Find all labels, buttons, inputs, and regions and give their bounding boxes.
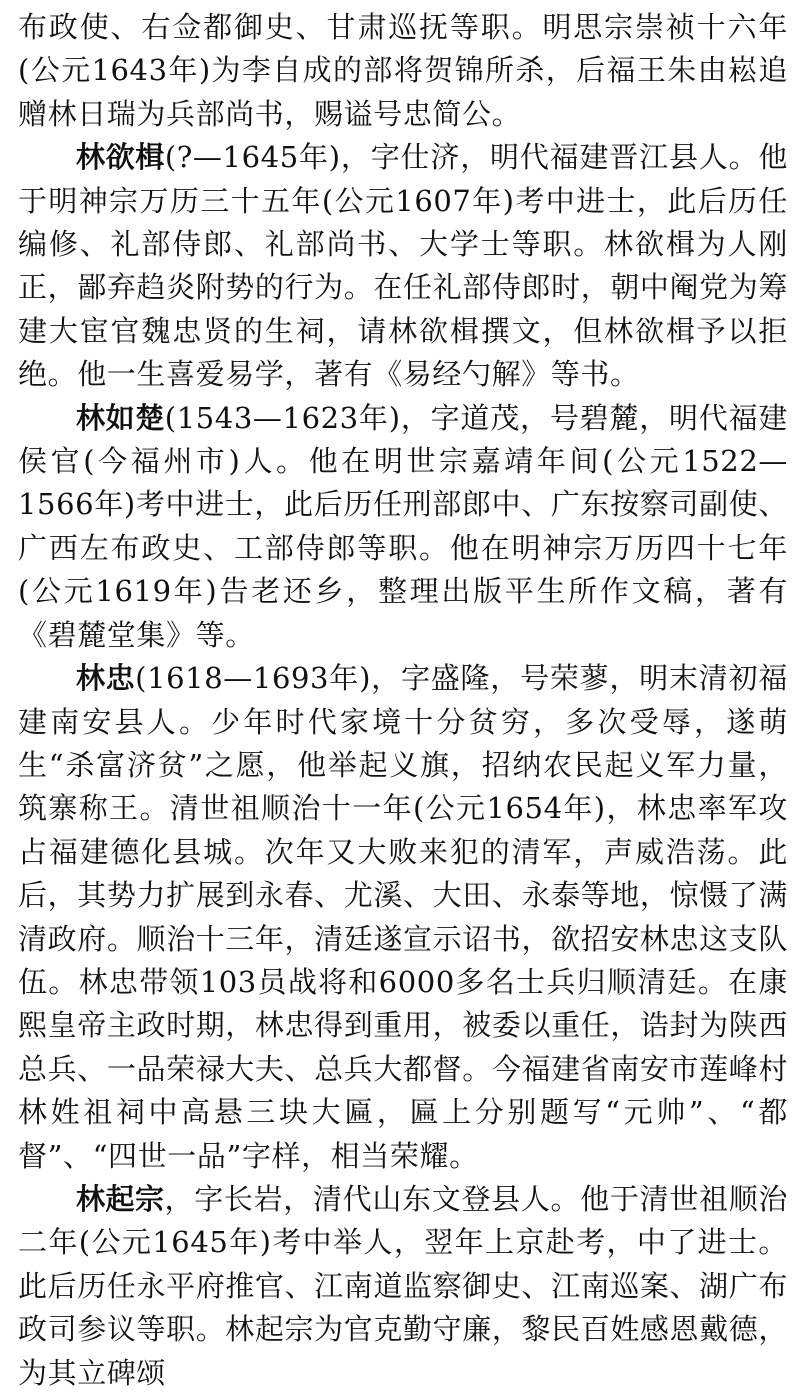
- paragraph-lin-qizong: [18, 1178, 788, 1395]
- person-name: 林如楚: [76, 400, 165, 435]
- paragraph-lin-zhong: [18, 657, 788, 1178]
- paragraph-text: ，字长岩，清代山东文登县人。他于清世祖顺治二年(公元1645年)考中举人，翌年上京赴考，中了进士。此后历任永平府推官、江南道监察御史、江南巡案、湖广布政司参议等职。林起宗为官克勤守廉，黎民百姓感恩戴德，为其立碑颂: [18, 1181, 789, 1390]
- paragraph-text: (1543—1623年)，字道茂，号碧麓，明代福建侯官(今福州市)人。他在明世宗嘉靖年间(公元1522—1566年)考中进士，此后历任刑部郎中、广东按察司副使、广西左布政史、工部侍郎等职。他在明神宗万历四十七年(公元1619年)告老还乡，整理出版平生所作文稿，著有《碧麓堂集》等。: [18, 400, 788, 652]
- paragraph-text: 布政使、右佥都御史、甘肃巡抚等职。明思宗崇祯十六年(公元1643年)为李自成的部将贺锦所杀，后福王朱由崧追赠林日瑞为兵部尚书，赐谥号忠简公。: [18, 10, 788, 131]
- person-name: 林忠: [76, 661, 136, 696]
- person-name: 林起宗: [76, 1181, 165, 1216]
- paragraph-lin-yuji: [18, 136, 788, 396]
- paragraph-lin-ruchu: [18, 397, 788, 657]
- document-page: [18, 6, 789, 1390]
- paragraph-lin-rirui-continued: [18, 6, 788, 136]
- paragraph-text: (1618—1693年)，字盛隆，号荣蓼，明末清初福建南安县人。少年时代家境十分贫穷，多次受辱，遂萌生“杀富济贫”之愿，他举起义旗，招纳农民起义军力量，筑寨称王。清世祖顺治十一年(公元1654年)，林忠率军攻占福建德化县城。次年又大败来犯的清军，声威浩荡。此后，其势力扩展到永春、尤溪、大田、永泰等地，惊慑了满清政府。顺治十三年，清廷遂宣示诏书，欲招安林忠这支队伍。林忠带领103员战将和6000多名士兵归顺清廷。在康熙皇帝主政时期，林忠得到重用，被委以重任，诰封为陕西总兵、一品荣禄大夫、总兵大都督。今福建省南安市莲峰村林姓祖祠中高悬三块大匾，匾上分别题写“元帅”、“都督”、“四世一品”字样，相当荣耀。: [18, 661, 788, 1173]
- person-name: 林欲楫: [76, 140, 165, 175]
- paragraph-text: (?—1645年)，字仕济，明代福建晋江县人。他于明神宗万历三十五年(公元1607年)考中进士，此后历任编修、礼部侍郎、礼部尚书、大学士等职。林欲楫为人刚正，鄙弃趋炎附势的行为。在任礼部侍郎时，朝中阉党为筹建大宦官魏忠贤的生祠，请林欲楫撰文，但林欲楫予以拒绝。他一生喜爱易学，著有《易经勺解》等书。: [18, 140, 788, 392]
